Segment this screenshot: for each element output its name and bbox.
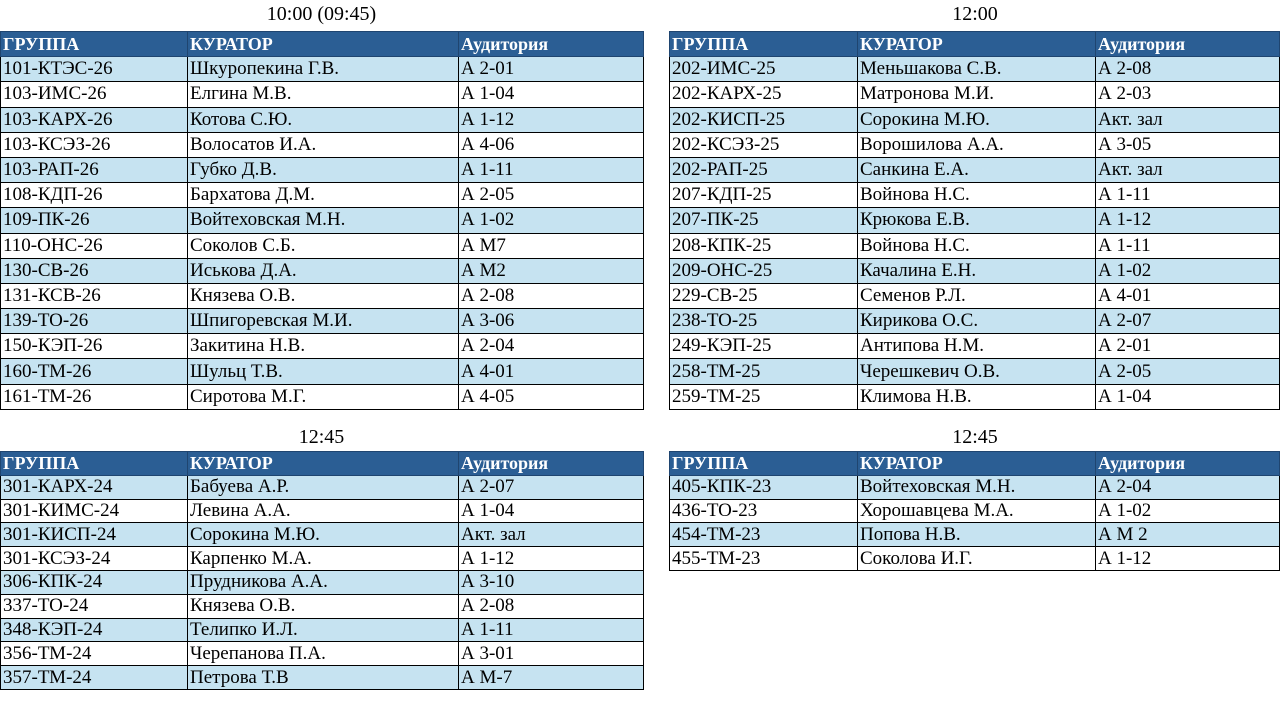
curator-cell: Сиротова М.Г.	[188, 384, 459, 409]
curator-cell: Войтеховская М.Н.	[188, 208, 459, 233]
group-cell: 348-КЭП-24	[1, 618, 188, 642]
room-cell: А 1-12	[459, 107, 644, 132]
header-room: Аудитория	[1096, 452, 1280, 476]
room-cell: А 2-08	[1096, 57, 1280, 82]
group-cell: 301-КИСП-24	[1, 523, 188, 547]
room-cell: А 1-02	[1096, 499, 1280, 523]
room-cell: А 1-11	[459, 157, 644, 182]
schedule-table-3	[0, 451, 643, 690]
group-cell: 202-ИМС-25	[670, 57, 858, 82]
curator-cell: Семенов Р.Л.	[858, 283, 1096, 308]
group-cell: 405-КПК-23	[670, 475, 858, 499]
table-row	[1, 666, 644, 690]
group-cell: 150-КЭП-26	[1, 334, 188, 359]
room-cell: А 4-06	[459, 132, 644, 157]
curator-cell: Губко Д.В.	[188, 157, 459, 182]
group-cell: 160-ТМ-26	[1, 359, 188, 384]
curator-cell: Черепанова П.А.	[188, 642, 459, 666]
table-row	[1, 594, 644, 618]
group-cell: 259-ТМ-25	[670, 384, 858, 409]
table-row	[670, 384, 1280, 409]
curator-cell: Качалина Е.Н.	[858, 258, 1096, 283]
header-group: ГРУППА	[670, 452, 858, 476]
table-row	[670, 359, 1280, 384]
curator-cell: Кирикова О.С.	[858, 309, 1096, 334]
table-row	[670, 82, 1280, 107]
room-cell: А 3-10	[459, 570, 644, 594]
table-row	[670, 499, 1280, 523]
room-cell: А 2-04	[1096, 475, 1280, 499]
curator-cell: Матронова М.И.	[858, 82, 1096, 107]
group-cell: 109-ПК-26	[1, 208, 188, 233]
group-cell: 130-СВ-26	[1, 258, 188, 283]
group-cell: 209-ОНС-25	[670, 258, 858, 283]
table-row	[670, 107, 1280, 132]
curator-cell: Черешкевич О.В.	[858, 359, 1096, 384]
room-cell: А 1-12	[1096, 547, 1280, 571]
room-cell: А 1-04	[459, 82, 644, 107]
table-row	[1, 157, 644, 182]
group-cell: 208-КПК-25	[670, 233, 858, 258]
curator-cell: Соколова И.Г.	[858, 547, 1096, 571]
curator-cell: Сорокина М.Ю.	[858, 107, 1096, 132]
table-row	[1, 547, 644, 571]
room-cell: Акт. зал	[459, 523, 644, 547]
curator-cell: Бархатова Д.М.	[188, 183, 459, 208]
room-cell: А 1-11	[1096, 183, 1280, 208]
header-group: ГРУППА	[1, 32, 188, 57]
curator-cell: Санкина Е.А.	[858, 157, 1096, 182]
curator-cell: Шульц Т.В.	[188, 359, 459, 384]
curator-cell: Волосатов И.А.	[188, 132, 459, 157]
table-row	[1, 359, 644, 384]
room-cell: А М 2	[1096, 523, 1280, 547]
table-row	[670, 475, 1280, 499]
group-cell: 110-ОНС-26	[1, 233, 188, 258]
group-cell: 229-СВ-25	[670, 283, 858, 308]
room-cell: А 2-07	[1096, 309, 1280, 334]
table-row	[1, 283, 644, 308]
curator-cell: Прудникова А.А.	[188, 570, 459, 594]
curator-cell: Ворошилова А.А.	[858, 132, 1096, 157]
group-cell: 258-ТМ-25	[670, 359, 858, 384]
curator-cell: Котова С.Ю.	[188, 107, 459, 132]
schedule-table-4	[669, 451, 1279, 571]
curator-cell: Бабуева А.Р.	[188, 475, 459, 499]
curator-cell: Соколов С.Б.	[188, 233, 459, 258]
table-row	[670, 258, 1280, 283]
group-cell: 249-КЭП-25	[670, 334, 858, 359]
group-cell: 454-ТМ-23	[670, 523, 858, 547]
table-row	[670, 334, 1280, 359]
group-cell: 131-КСВ-26	[1, 283, 188, 308]
room-cell: А 2-05	[459, 183, 644, 208]
table-row	[1, 475, 644, 499]
curator-cell: Попова Н.В.	[858, 523, 1096, 547]
table-row	[670, 309, 1280, 334]
group-cell: 103-ИМС-26	[1, 82, 188, 107]
room-cell: А 2-04	[459, 334, 644, 359]
group-cell: 139-ТО-26	[1, 309, 188, 334]
room-cell: А 2-08	[459, 283, 644, 308]
group-cell: 202-КСЭЗ-25	[670, 132, 858, 157]
curator-cell: Шкуропекина Г.В.	[188, 57, 459, 82]
group-cell: 357-ТМ-24	[1, 666, 188, 690]
table-row	[670, 547, 1280, 571]
group-cell: 301-КИМС-24	[1, 499, 188, 523]
group-cell: 356-ТМ-24	[1, 642, 188, 666]
room-cell: А М7	[459, 233, 644, 258]
room-cell: А 4-05	[459, 384, 644, 409]
group-cell: 301-КАРХ-24	[1, 475, 188, 499]
room-cell: А М2	[459, 258, 644, 283]
group-cell: 103-КАРХ-26	[1, 107, 188, 132]
curator-cell: Сорокина М.Ю.	[188, 523, 459, 547]
table-row	[1, 107, 644, 132]
table-row	[1, 499, 644, 523]
room-cell: А 2-03	[1096, 82, 1280, 107]
header-curator: КУРАТОР	[188, 452, 459, 476]
table-row	[1, 309, 644, 334]
room-cell: А 4-01	[459, 359, 644, 384]
table-row	[1, 233, 644, 258]
curator-cell: Иськова Д.А.	[188, 258, 459, 283]
table-row	[1, 258, 644, 283]
room-cell: А 2-07	[459, 475, 644, 499]
curator-cell: Князева О.В.	[188, 594, 459, 618]
time-label-1: 10:00 (09:45)	[266, 3, 377, 25]
group-cell: 103-КСЭЗ-26	[1, 132, 188, 157]
curator-cell: Крюкова Е.В.	[858, 208, 1096, 233]
table-row	[1, 132, 644, 157]
group-cell: 238-ТО-25	[670, 309, 858, 334]
room-cell: А 3-01	[459, 642, 644, 666]
table-row	[670, 132, 1280, 157]
room-cell: А 2-01	[459, 57, 644, 82]
table-row	[1, 523, 644, 547]
table-row	[670, 208, 1280, 233]
group-cell: 301-КСЭЗ-24	[1, 547, 188, 571]
group-cell: 103-РАП-26	[1, 157, 188, 182]
group-cell: 207-ПК-25	[670, 208, 858, 233]
curator-cell: Войнова Н.С.	[858, 183, 1096, 208]
table-row	[670, 283, 1280, 308]
table-row	[1, 642, 644, 666]
curator-cell: Петрова Т.В	[188, 666, 459, 690]
curator-cell: Меньшакова С.В.	[858, 57, 1096, 82]
table-row	[1, 618, 644, 642]
header-room: Аудитория	[459, 32, 644, 57]
header-room: Аудитория	[1096, 32, 1280, 57]
header-room: Аудитория	[459, 452, 644, 476]
table-row	[670, 183, 1280, 208]
curator-cell: Левина А.А.	[188, 499, 459, 523]
table-row	[670, 523, 1280, 547]
header-curator: КУРАТОР	[188, 32, 459, 57]
room-cell: А 1-04	[1096, 384, 1280, 409]
room-cell: А 1-11	[1096, 233, 1280, 258]
curator-cell: Елгина М.В.	[188, 82, 459, 107]
room-cell: А 1-02	[459, 208, 644, 233]
room-cell: А 1-02	[1096, 258, 1280, 283]
table-row	[1, 82, 644, 107]
room-cell: А 1-11	[459, 618, 644, 642]
group-cell: 455-ТМ-23	[670, 547, 858, 571]
curator-cell: Войнова Н.С.	[858, 233, 1096, 258]
group-cell: 101-КТЭС-26	[1, 57, 188, 82]
curator-cell: Антипова Н.М.	[858, 334, 1096, 359]
room-cell: А 3-06	[459, 309, 644, 334]
group-cell: 207-КДП-25	[670, 183, 858, 208]
header-curator: КУРАТОР	[858, 452, 1096, 476]
group-cell: 306-КПК-24	[1, 570, 188, 594]
table-row	[1, 384, 644, 409]
room-cell: А 1-12	[459, 547, 644, 571]
curator-cell: Князева О.В.	[188, 283, 459, 308]
header-curator: КУРАТОР	[858, 32, 1096, 57]
header-group: ГРУППА	[1, 452, 188, 476]
room-cell: А 1-04	[459, 499, 644, 523]
schedule-table-1	[0, 31, 643, 410]
table-row	[1, 183, 644, 208]
table-row	[1, 334, 644, 359]
table-row	[670, 157, 1280, 182]
group-cell: 436-ТО-23	[670, 499, 858, 523]
group-cell: 202-КАРХ-25	[670, 82, 858, 107]
group-cell: 337-ТО-24	[1, 594, 188, 618]
group-cell: 108-КДП-26	[1, 183, 188, 208]
room-cell: А 3-05	[1096, 132, 1280, 157]
schedule-table-2	[669, 31, 1279, 410]
room-cell: А 2-05	[1096, 359, 1280, 384]
room-cell: А 2-01	[1096, 334, 1280, 359]
room-cell: А 2-08	[459, 594, 644, 618]
time-label-4: 12:45	[952, 426, 998, 448]
curator-cell: Хорошавцева М.А.	[858, 499, 1096, 523]
table-row	[1, 208, 644, 233]
table-row	[670, 233, 1280, 258]
group-cell: 202-КИСП-25	[670, 107, 858, 132]
group-cell: 202-РАП-25	[670, 157, 858, 182]
curator-cell: Климова Н.В.	[858, 384, 1096, 409]
room-cell: Акт. зал	[1096, 107, 1280, 132]
table-row	[670, 57, 1280, 82]
time-label-3: 12:45	[298, 426, 345, 448]
curator-cell: Телипко И.Л.	[188, 618, 459, 642]
curator-cell: Закитина Н.В.	[188, 334, 459, 359]
header-group: ГРУППА	[670, 32, 858, 57]
curator-cell: Карпенко М.А.	[188, 547, 459, 571]
group-cell: 161-ТМ-26	[1, 384, 188, 409]
table-row	[1, 570, 644, 594]
time-label-2: 12:00	[952, 3, 998, 25]
room-cell: А М-7	[459, 666, 644, 690]
table-row	[1, 57, 644, 82]
room-cell: А 4-01	[1096, 283, 1280, 308]
curator-cell: Шпигоревская М.И.	[188, 309, 459, 334]
room-cell: Акт. зал	[1096, 157, 1280, 182]
curator-cell: Войтеховская М.Н.	[858, 475, 1096, 499]
room-cell: А 1-12	[1096, 208, 1280, 233]
